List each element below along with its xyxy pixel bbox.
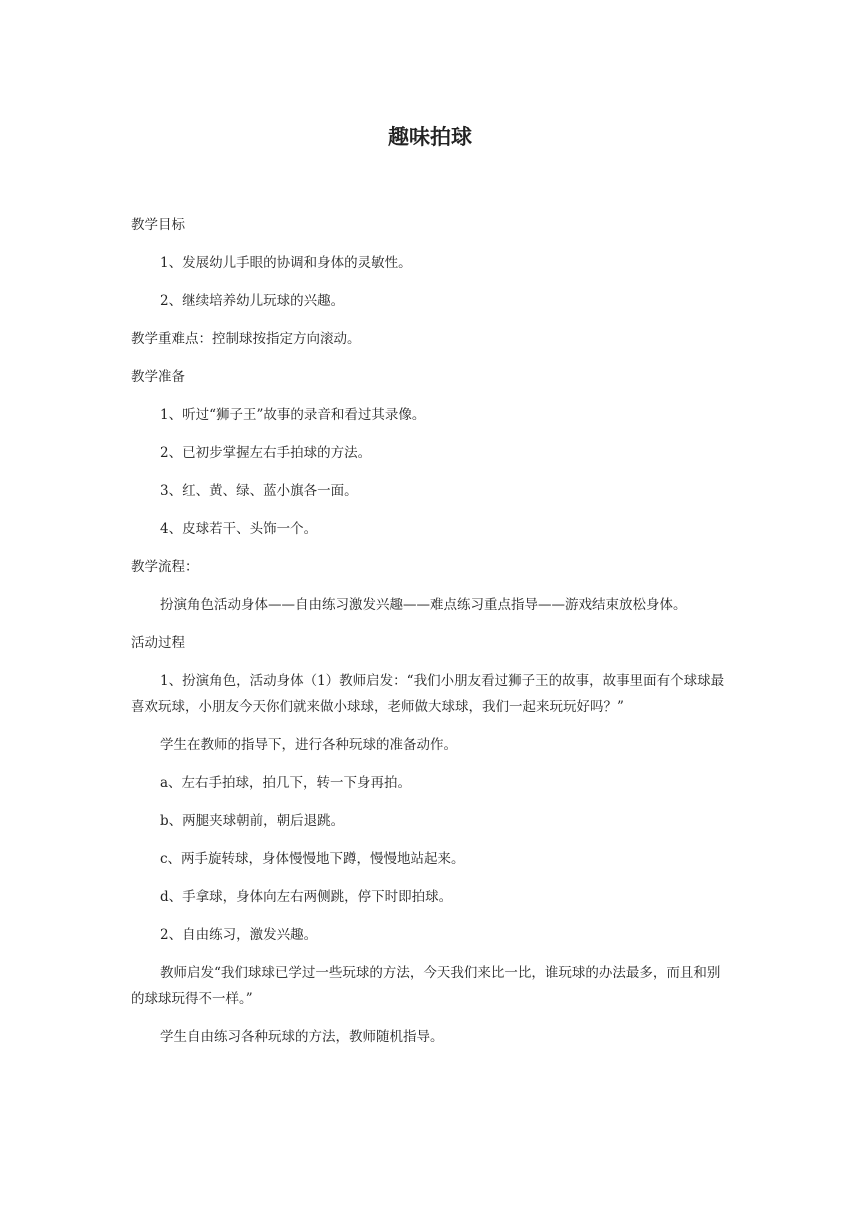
document-title: 趣味拍球 (388, 125, 472, 149)
paragraph: 学生自由练习各种玩球的方法，教师随机指导。 (160, 1029, 444, 1045)
paragraph: d、手拿球，身体向左右两侧跳，停下时即拍球。 (160, 889, 453, 905)
paragraph: 1、听过“狮子王”故事的录音和看过其录像。 (160, 407, 426, 423)
paragraph: 2、已初步掌握左右手拍球的方法。 (160, 445, 372, 461)
paragraph: 1、扮演角色，活动身体（1）教师启发：“我们小朋友看过狮子王的故事，故事里面有个球球最喜欢玩球，小朋友今天你们就来做小球球，老师做大球球，我们一起来玩玩好吗？” (131, 673, 725, 715)
paragraph: 学生在教师的指导下，进行各种玩球的准备动作。 (160, 737, 457, 753)
section-heading-preparation: 教学准备 (131, 369, 185, 385)
paragraph: 扮演角色活动身体——自由练习激发兴趣——难点练习重点指导——游戏结束放松身体。 (160, 597, 687, 613)
section-heading-flow: 教学流程： (131, 559, 199, 575)
document-body (131, 212, 731, 1062)
paragraph: 教师启发“我们球球已学过一些玩球的方法，今天我们来比一比，谁玩球的办法最多，而且和别的球球玩得不一样。” (131, 965, 721, 1007)
paragraph: 4、皮球若干、头饰一个。 (160, 521, 318, 537)
paragraph: 1、发展幼儿手眼的协调和身体的灵敏性。 (160, 255, 412, 271)
section-heading-process: 活动过程 (131, 635, 185, 651)
paragraph: 2、自由练习，激发兴趣。 (160, 927, 318, 943)
section-heading-key-points: 教学重难点：控制球按指定方向滚动。 (131, 331, 361, 347)
section-heading-objectives: 教学目标 (131, 217, 185, 233)
paragraph: b、两腿夹球朝前，朝后退跳。 (160, 813, 345, 829)
paragraph: 3、红、黄、绿、蓝小旗各一面。 (160, 483, 358, 499)
paragraph: c、两手旋转球，身体慢慢地下蹲，慢慢地站起来。 (160, 851, 465, 867)
paragraph: 2、继续培养幼儿玩球的兴趣。 (160, 293, 345, 309)
paragraph: a、左右手拍球，拍几下，转一下身再拍。 (160, 775, 412, 791)
